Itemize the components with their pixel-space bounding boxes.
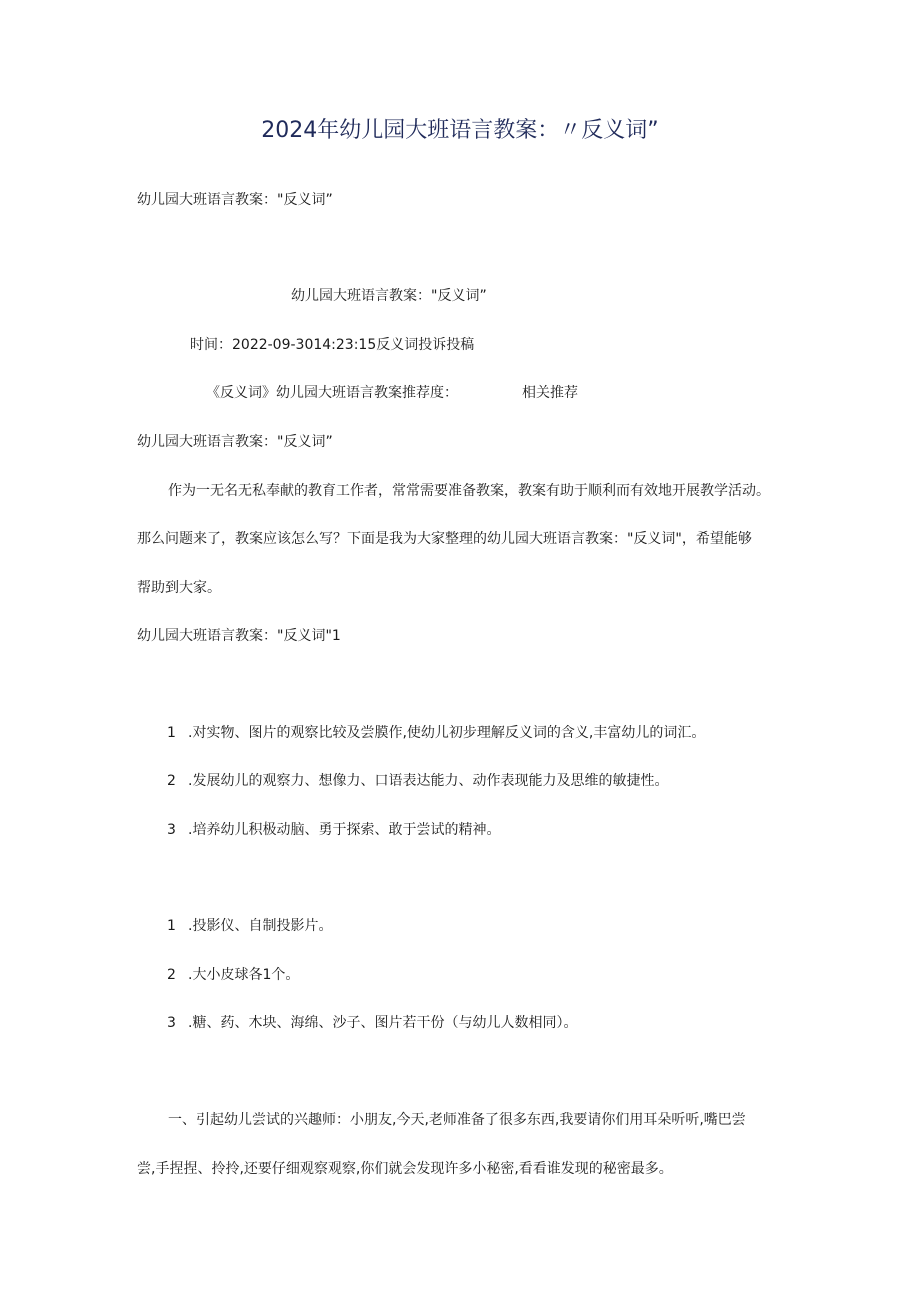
heading-repeat: 幼儿园大班语言教案："反义词” bbox=[137, 434, 333, 450]
material-number: 3 bbox=[167, 1015, 176, 1031]
material-number: 2 bbox=[167, 967, 176, 983]
goal-item: .发展幼儿的观察力、想像力、口语表达能力、动作表现能力及思维的敏捷性。 bbox=[188, 773, 669, 789]
material-item: .投影仪、自制投影片。 bbox=[188, 918, 333, 934]
center-heading: 幼儿园大班语言教案："反义词” bbox=[291, 288, 487, 304]
goal-item: .对实物、图片的观察比较及尝膜作,使幼儿初步理解反义词的含义,丰富幼儿的词汇。 bbox=[188, 725, 706, 741]
goal-number: 2 bbox=[167, 773, 176, 789]
paragraph-line-2: 那么问题来了，教案应该怎么写？下面是我为大家整理的幼儿园大班语言教案："反义词"，希望能够 bbox=[137, 531, 752, 547]
meta-recommend: 《反义词》幼儿园大班语言教案推荐度： bbox=[206, 385, 458, 401]
process-line-1: 一、引起幼儿尝试的兴趣师：小朋友,今天,老师准备了很多东西,我要请你们用耳朵听听,嘴巴尝 bbox=[168, 1112, 746, 1128]
goal-item: .培养幼儿积极动脑、勇于探索、敢于尝试的精神。 bbox=[188, 822, 501, 838]
meta-time: 时间：2022-09-3014:23:15反义词投诉投稿 bbox=[190, 337, 475, 353]
material-item: .大小皮球各1个。 bbox=[188, 967, 300, 983]
document-title: 2024年幼儿园大班语言教案：〃反义词” bbox=[261, 118, 659, 143]
paragraph-line-1: 作为一无名无私奉献的教育工作者，常常需要准备教案，教案有助于顺利而有效地开展教学活动。 bbox=[168, 483, 770, 499]
goal-number: 3 bbox=[167, 822, 176, 838]
meta-related-link[interactable]: 相关推荐 bbox=[522, 385, 578, 401]
intro-heading: 幼儿园大班语言教案："反义词” bbox=[137, 192, 333, 208]
process-line-2: 尝,手捏捏、拎拎,还要仔细观察观察,你们就会发现许多小秘密,看看谁发现的秘密最多。 bbox=[137, 1161, 673, 1177]
paragraph-line-3: 帮助到大家。 bbox=[137, 580, 221, 596]
section-heading: 幼儿园大班语言教案："反义词"1 bbox=[137, 628, 341, 644]
material-item: .糖、药、木块、海绵、沙子、图片若干份（与幼儿人数相同）。 bbox=[188, 1015, 578, 1031]
goal-number: 1 bbox=[167, 725, 176, 741]
material-number: 1 bbox=[167, 918, 176, 934]
